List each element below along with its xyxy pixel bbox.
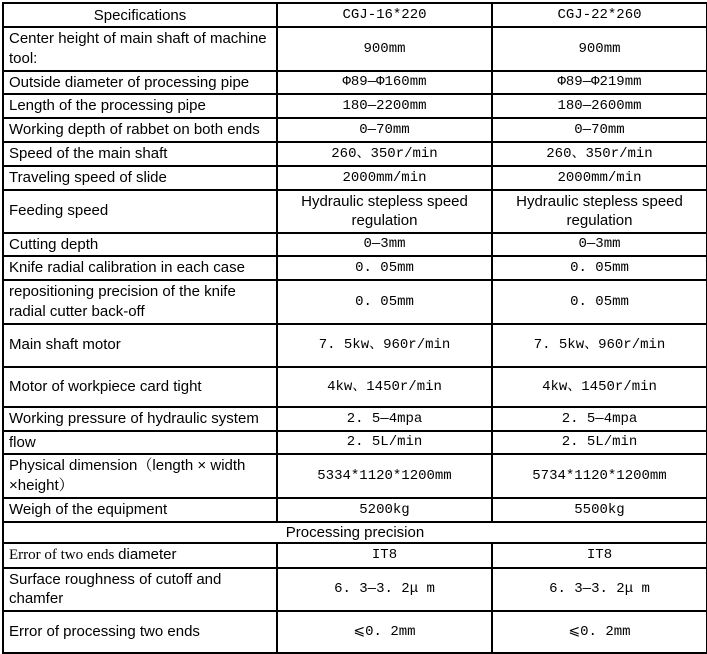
row-label: repositioning precision of the knife radial cutter back-off [3,280,277,324]
table-row [3,280,707,324]
table-row [3,407,707,431]
row-value-model-1: 6. 3—3. 2μ m [277,568,492,612]
row-label: Error of processing two ends [3,611,277,653]
row-value-model-2: 0. 05mm [492,280,707,324]
table-row [3,498,707,522]
row-label: Outside diameter of processing pipe [3,71,277,95]
row-label: flow [3,431,277,455]
row-value-model-2: IT8 [492,543,707,568]
table-row [3,431,707,455]
row-value-model-1: Φ89—Φ160mm [277,71,492,95]
table-row [3,94,707,118]
row-value-model-2: 5500kg [492,498,707,522]
row-value-model-2: 2. 5L/min [492,431,707,455]
row-value-model-2: 5734*1120*1200mm [492,454,707,498]
row-label: Cutting depth [3,233,277,257]
table-row [3,190,707,233]
table-row [3,367,707,407]
section-row [3,522,707,543]
table-row [3,233,707,257]
row-value-model-1: 2. 5—4mpa [277,407,492,431]
row-value-model-1: 900mm [277,27,492,71]
row-value-model-2: Hydraulic stepless speed regulation [492,190,707,233]
row-value-model-2: ⩽0. 2mm [492,611,707,653]
row-value-model-2: 4kw、1450r/min [492,367,707,407]
section-header-processing-precision: Processing precision [3,522,707,543]
table-row [3,543,707,568]
row-value-model-2: 180—2600mm [492,94,707,118]
row-value-model-1: IT8 [277,543,492,568]
row-label-sans-part: diameter [118,545,177,563]
row-value-model-2: Φ89—Φ219mm [492,71,707,95]
spec-column-header: Specifications [3,3,277,27]
row-label: Traveling speed of slide [3,166,277,190]
table-row [3,118,707,142]
row-value-model-2: 0—70mm [492,118,707,142]
row-value-model-1: 5334*1120*1200mm [277,454,492,498]
row-label: Physical dimension（length × width ×height） [3,454,277,498]
row-label-serif-part: Error of two ends [9,546,119,563]
row-value-model-1: 0. 05mm [277,256,492,280]
row-value-model-1: 0—70mm [277,118,492,142]
row-value-model-2: 260、350r/min [492,142,707,166]
row-label: Main shaft motor [3,324,277,367]
row-value-model-1: 0—3mm [277,233,492,257]
table-row [3,142,707,166]
row-label: Motor of workpiece card tight [3,367,277,407]
row-label: Working depth of rabbet on both ends [3,118,277,142]
row-value-model-2: 0—3mm [492,233,707,257]
row-label: Surface roughness of cutoff and chamfer [3,568,277,612]
row-value-model-2: 6. 3—3. 2μ m [492,568,707,612]
row-label: Length of the processing pipe [3,94,277,118]
row-value-model-1: 5200kg [277,498,492,522]
row-label: Weigh of the equipment [3,498,277,522]
table-row [3,71,707,95]
row-label [3,543,277,568]
table-row [3,611,707,653]
row-value-model-1: 260、350r/min [277,142,492,166]
specifications-table [2,2,707,654]
row-label: Feeding speed [3,190,277,233]
row-value-model-1: 0. 05mm [277,280,492,324]
row-value-model-2: 2. 5—4mpa [492,407,707,431]
row-value-model-1: 4kw、1450r/min [277,367,492,407]
row-value-model-1: Hydraulic stepless speed regulation [277,190,492,233]
row-value-model-2: 0. 05mm [492,256,707,280]
row-value-model-2: 7. 5kw、960r/min [492,324,707,367]
row-value-model-2: 2000mm/min [492,166,707,190]
row-label: Knife radial calibration in each case [3,256,277,280]
row-label: Center height of main shaft of machine tool: [3,27,277,71]
row-value-model-1: 2000mm/min [277,166,492,190]
table-row [3,256,707,280]
table-row [3,568,707,612]
row-value-model-1: 7. 5kw、960r/min [277,324,492,367]
row-label: Speed of the main shaft [3,142,277,166]
model-column-header-1: CGJ-16*220 [277,3,492,27]
table-row [3,454,707,498]
table-row [3,166,707,190]
model-column-header-2: CGJ-22*260 [492,3,707,27]
row-value-model-2: 900mm [492,27,707,71]
row-value-model-1: 2. 5L/min [277,431,492,455]
header-row [3,3,707,27]
table-row [3,27,707,71]
row-value-model-1: ⩽0. 2mm [277,611,492,653]
row-value-model-1: 180—2200mm [277,94,492,118]
table-row [3,324,707,367]
row-label: Working pressure of hydraulic system [3,407,277,431]
